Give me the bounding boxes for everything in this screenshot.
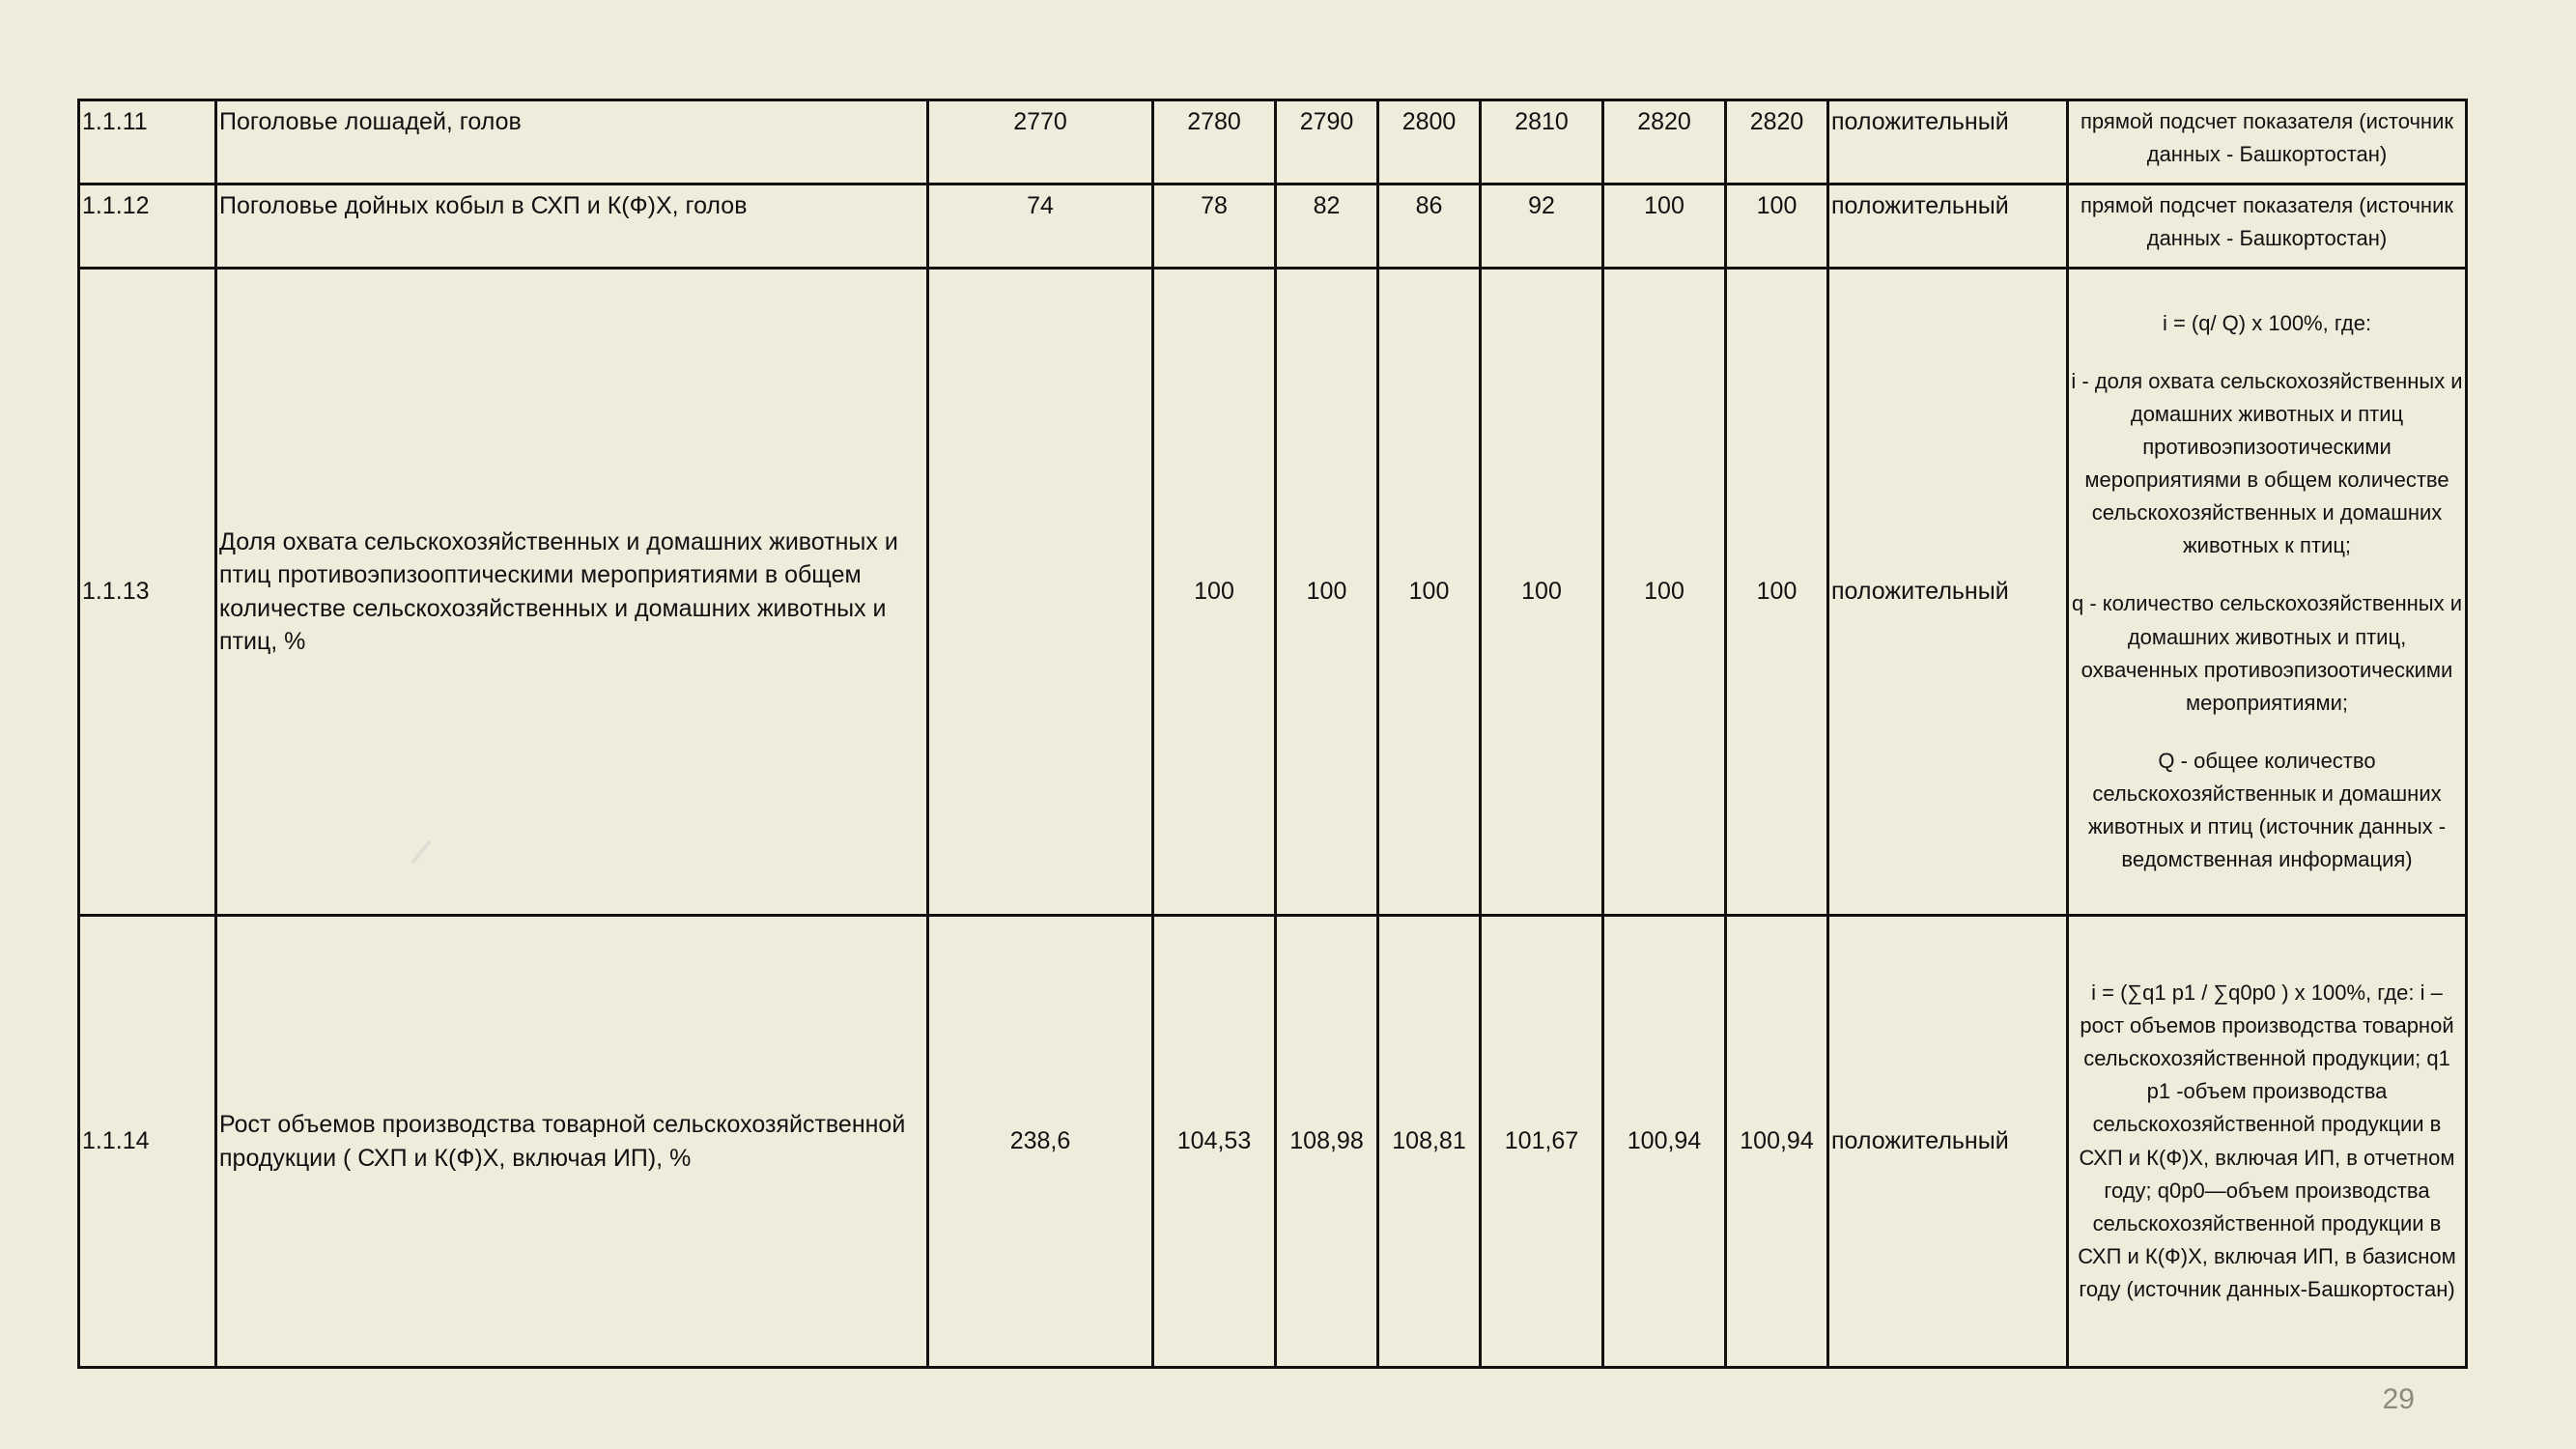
calculation-method bbox=[2068, 916, 2467, 1368]
year-value-2: 82 bbox=[1276, 185, 1378, 269]
table-row bbox=[79, 100, 2467, 185]
base-value: 2770 bbox=[928, 100, 1153, 185]
year-value-1: 78 bbox=[1153, 185, 1276, 269]
method-text: прямой подсчет показателя (источник данных - Башкортостан) bbox=[2081, 193, 2453, 251]
indicator-code: 1.1.11 bbox=[79, 100, 216, 185]
calculation-method bbox=[2068, 100, 2467, 185]
trend: положительный bbox=[1828, 185, 2068, 269]
page-number: 29 bbox=[2382, 1383, 2415, 1415]
year-value-5: 2820 bbox=[1603, 100, 1726, 185]
year-value-3: 100 bbox=[1378, 269, 1481, 916]
year-value-5: 100 bbox=[1603, 269, 1726, 916]
base-value: 74 bbox=[928, 185, 1153, 269]
year-value-5: 100 bbox=[1603, 185, 1726, 269]
year-value-4: 100 bbox=[1481, 269, 1603, 916]
year-value-4: 2810 bbox=[1481, 100, 1603, 185]
method-text: прямой подсчет показателя (источник данных - Башкортостан) bbox=[2081, 109, 2453, 167]
indicator-code: 1.1.12 bbox=[79, 185, 216, 269]
method-formula: i = (q/ Q) x 100%, где: bbox=[2162, 310, 2372, 335]
year-value-3: 86 bbox=[1378, 185, 1481, 269]
indicator-name: Доля охвата сельскохозяйственных и домашних животных и птиц противоэпизооптическими мероприятиями в общем количестве сельскохозяйственных и домашних животных и птиц, % bbox=[216, 269, 928, 916]
indicator-name: Поголовье дойных кобыл в СХП и К(Ф)Х, голов bbox=[216, 185, 928, 269]
indicator-name: Рост объемов производства товарной сельскохозяйственной продукции ( СХП и К(Ф)Х, включая ИП), % bbox=[216, 916, 928, 1368]
year-value-4: 92 bbox=[1481, 185, 1603, 269]
year-value-4: 101,67 bbox=[1481, 916, 1603, 1368]
table-row bbox=[79, 916, 2467, 1368]
year-value-2: 100 bbox=[1276, 269, 1378, 916]
year-value-6: 100 bbox=[1726, 185, 1828, 269]
year-value-6: 100 bbox=[1726, 269, 1828, 916]
table-row bbox=[79, 269, 2467, 916]
method-definition-total: Q - общее количество сельскохозяйственнык и домашних животных и птиц (источник данных - ведомственная информация) bbox=[2087, 748, 2447, 872]
year-value-2: 2790 bbox=[1276, 100, 1378, 185]
indicator-code: 1.1.13 bbox=[79, 269, 216, 916]
year-value-2: 108,98 bbox=[1276, 916, 1378, 1368]
indicator-name: Поголовье лошадей, голов bbox=[216, 100, 928, 185]
trend: положительный bbox=[1828, 916, 2068, 1368]
base-value bbox=[928, 269, 1153, 916]
year-value-3: 108,81 bbox=[1378, 916, 1481, 1368]
calculation-method bbox=[2068, 269, 2467, 916]
base-value: 238,6 bbox=[928, 916, 1153, 1368]
indicator-code: 1.1.14 bbox=[79, 916, 216, 1368]
year-value-5: 100,94 bbox=[1603, 916, 1726, 1368]
indicator-table-container bbox=[77, 99, 2465, 1369]
table-row bbox=[79, 185, 2467, 269]
year-value-1: 104,53 bbox=[1153, 916, 1276, 1368]
trend: положительный bbox=[1828, 100, 2068, 185]
year-value-1: 100 bbox=[1153, 269, 1276, 916]
year-value-1: 2780 bbox=[1153, 100, 1276, 185]
indicator-table bbox=[77, 99, 2468, 1369]
calculation-method bbox=[2068, 185, 2467, 269]
method-text: i = (∑q1 p1 / ∑q0p0 ) x 100%, где: i – рост объемов производства товарной сельскохозяйственной продукции; q1 p1 -объем производства сельскохозяйственной продукции в СХП и К(Ф)Х, включая ИП, в отчетном году; q0p0—объем производства сельскохозяйственной продукции в СХП и К(Ф)Х, включая ИП, в базисном году (источник данных-Башкортостан) bbox=[2078, 980, 2456, 1301]
year-value-6: 100,94 bbox=[1726, 916, 1828, 1368]
method-definition-i: i - доля охвата сельскохозяйственных и домашних животных и птиц противоэпизоотическими мероприятиями в общем количестве сельскохозяйственных и домашних животных к птиц; bbox=[2071, 368, 2463, 558]
year-value-6: 2820 bbox=[1726, 100, 1828, 185]
trend: положительный bbox=[1828, 269, 2068, 916]
year-value-3: 2800 bbox=[1378, 100, 1481, 185]
method-definition-q: q - количество сельскохозяйственных и домашних животных и птиц, охваченных противоэпизоотическими мероприятиями; bbox=[2071, 591, 2463, 715]
